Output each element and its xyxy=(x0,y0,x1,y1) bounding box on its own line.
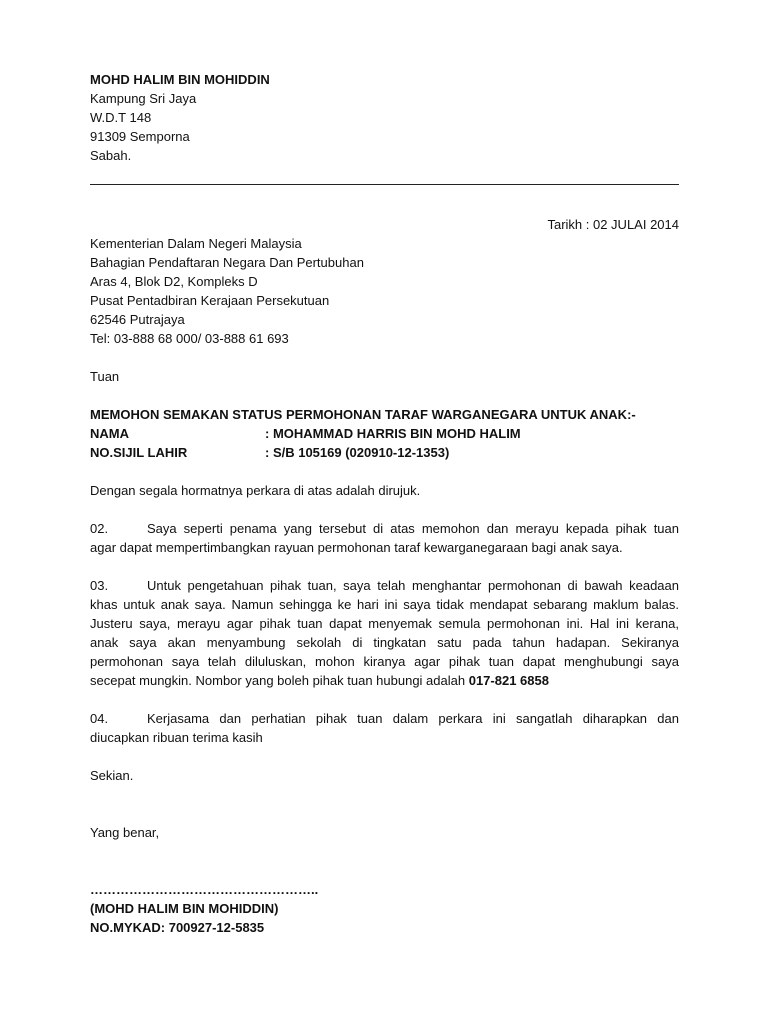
letter xyxy=(90,70,679,937)
signer-name: (MOHD HALIM BIN MOHIDDIN) xyxy=(90,901,279,916)
date: Tarikh : 02 JULAI 2014 xyxy=(547,217,679,232)
closing: Sekian. xyxy=(90,768,134,783)
name-label: NAMA xyxy=(90,426,129,441)
recipient-line: Kementerian Dalam Negeri Malaysia xyxy=(90,236,302,251)
sender-address-line: W.D.T 148 xyxy=(90,110,152,125)
para03-line: anak saya akan menyambung sekolah di tingkatan satu pada tahun hadapan. Sekiranya xyxy=(90,635,679,650)
para02-line: agar dapat mempertimbangkan rayuan permohonan taraf kewarganegaraan bagi anak saya. xyxy=(90,540,623,555)
para03-line: 03. Untuk pengetahuan pihak tuan, saya telah menghantar permohonan di bawah keadaan xyxy=(90,578,679,593)
para04-line: diucapkan ribuan terima kasih xyxy=(90,730,263,745)
para02-line: 02. Saya seperti penama yang tersebut di atas memohon dan merayu kepada pihak tuan xyxy=(90,521,679,536)
para03-line: Justeru saya, merayu agar pihak tuan dapat menyemak semula permohonan ini. Hal ini kerana, xyxy=(90,616,679,631)
sender-name: MOHD HALIM BIN MOHIDDIN xyxy=(90,72,270,87)
sender-address-line: Sabah. xyxy=(90,148,132,163)
signer-id: NO.MYKAD: 700927-12-5835 xyxy=(90,920,265,935)
recipient-line: Tel: 03-888 68 000/ 03-888 61 693 xyxy=(90,331,289,346)
recipient-line: Bahagian Pendaftaran Negara Dan Pertubuhan xyxy=(90,255,364,270)
recipient-line: 62546 Putrajaya xyxy=(90,312,185,327)
name-value: : MOHAMMAD HARRIS BIN MOHD HALIM xyxy=(265,426,521,441)
subject-title: MEMOHON SEMAKAN STATUS PERMOHONAN TARAF WARGANEGARA UNTUK ANAK:- xyxy=(90,407,636,422)
para03-line: khas untuk anak saya. Namun sehingga ke hari ini saya tidak mendapat sebarang maklum balas. xyxy=(90,597,679,612)
para03-line: secepat mungkin. Nombor yang boleh pihak tuan hubungi adalah 017-821 6858 xyxy=(90,673,549,688)
signature-line: …………………………………………….. xyxy=(90,882,319,897)
intro: Dengan segala hormatnya perkara di atas adalah dirujuk. xyxy=(90,483,421,498)
sender-address-line: 91309 Semporna xyxy=(90,129,190,144)
recipient-line: Aras 4, Blok D2, Kompleks D xyxy=(90,274,258,289)
salutation: Tuan xyxy=(90,369,120,384)
sender-address-line: Kampung Sri Jaya xyxy=(90,91,197,106)
phone-number: 017-821 6858 xyxy=(468,673,549,688)
recipient-line: Pusat Pentadbiran Kerajaan Persekutuan xyxy=(90,293,330,308)
para03-line: permohonan saya telah diluluskan, mohon kiranya agar pihak tuan dapat menghubungi saya xyxy=(90,654,679,669)
cert-value: : S/B 105169 (020910-12-1353) xyxy=(265,445,450,460)
para04-line: 04. Kerjasama dan perhatian pihak tuan dalam perkara ini sangatlah diharapkan dan xyxy=(90,711,679,726)
cert-label: NO.SIJIL LAHIR xyxy=(90,445,188,460)
signoff: Yang benar, xyxy=(90,825,160,840)
